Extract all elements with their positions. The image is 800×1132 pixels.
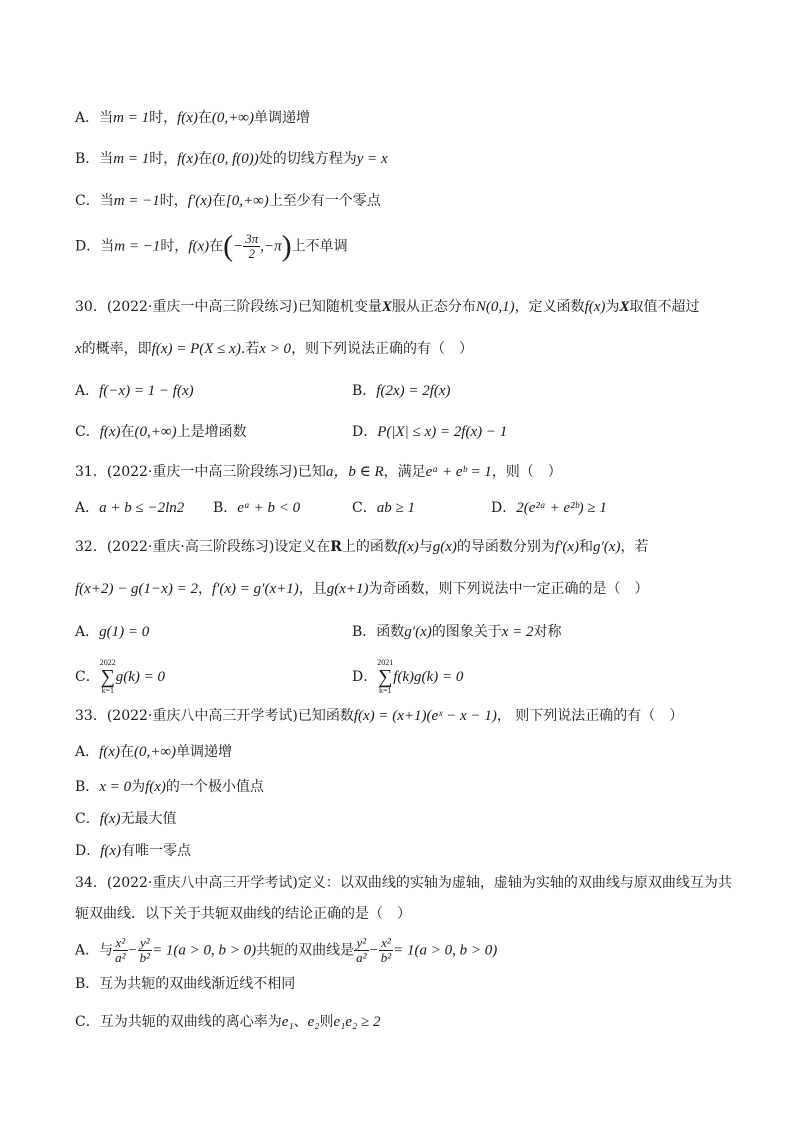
- q33-option-a: A．f(x)在(0,+∞)单调递增: [75, 744, 233, 760]
- q30-option-d: D．P(|X| ≤ x) = 2f(x) − 1: [352, 424, 508, 440]
- q34-stem-line2: 轭双曲线．以下关于共轭双曲线的结论正确的是（ ）: [75, 906, 411, 922]
- q31-option-a: A．a + b ≤ −2ln2: [75, 500, 185, 516]
- q32-option-d: D． 2021 ∑ k=1 f(k)g(k) = 0: [352, 658, 464, 695]
- q33-option-d: D．f(x)有唯一零点: [75, 843, 192, 859]
- fraction-3pi-over-2: $\frac{3\pi}{2}$: [245, 231, 259, 261]
- summation-sign: 2022 ∑ k=1: [99, 658, 116, 695]
- q30-option-a: A．f(−x) = 1 − f(x): [75, 383, 194, 399]
- q31-option-c: C．ab ≥ 1: [352, 500, 415, 516]
- q30-option-c: C．f(x)在(0,+∞)上是增函数: [75, 424, 247, 440]
- q29-option-b: B．当m = 1时，f(x)在(0, f(0))处的切线方程为y = x: [75, 151, 388, 167]
- q32-stem-line2: f(x+2) − g(1−x) = 2，f′(x) = g′(x+1)，且g(x+1)为奇函数，则下列说法中一定正确的是（ ）: [75, 581, 649, 597]
- q33-stem: 33．(2022·重庆八中高三开学考试)已知函数f(x) = (x+1)(eˣ − x − 1)， 则下列说法正确的有（ ）: [75, 708, 684, 724]
- q29-option-d: D．当m = −1时，f(x)在(− $\frac{3\pi}{2}$ ,−π)上不单调: [75, 229, 348, 263]
- q31-option-b: B．eᵃ + b < 0: [213, 500, 301, 516]
- q30-stem-line1: 30．(2022·重庆一中高三阶段练习)已知随机变量X服从正态分布N(0,1)，定义函数f(x)为X取值不超过: [75, 299, 700, 315]
- q30-stem-line2: x的概率，即f(x) = P(X ≤ x).若x > 0，则下列说法正确的有（ ）: [75, 341, 474, 357]
- q32-stem-line1: 32．(2022·重庆·高三阶段练习)设定义在R上的函数f(x)与g(x)的导函数分别为f′(x)和g′(x)，若: [75, 539, 649, 555]
- q34-option-c: C．互为共轭的双曲线的离心率为e₁、e₂则e₁e₂ ≥ 2: [75, 1014, 381, 1030]
- q29-option-a: A．当m = 1时，f(x)在(0,+∞)单调递增: [75, 110, 310, 126]
- q32-option-c: C． 2022 ∑ k=1 g(k) = 0: [75, 658, 165, 695]
- q34-option-b: B．互为共轭的双曲线渐近线不相同: [75, 976, 296, 992]
- q34-stem-line1: 34．(2022·重庆八中高三开学考试)定义：以双曲线的实轴为虚轴，虚轴为实轴的双曲线与原双曲线互为共: [75, 875, 732, 891]
- q31-stem: 31．(2022·重庆一中高三阶段练习)已知a，b ∈ R，满足eᵃ + eᵇ = 1，则（ ）: [75, 464, 562, 480]
- q32-option-a: A．g(1) = 0: [75, 624, 150, 640]
- q30-option-b: B．f(2x) = 2f(x): [352, 383, 451, 399]
- q31-option-d: D．2(e²ᵃ + e²ᵇ) ≥ 1: [491, 500, 607, 516]
- q34-option-a: A．与 $\frac{\text{x²}}{\text{a²}}$ − $\frac{\text{y²}}{\text{b²}}$ = 1(a > 0, b > 0)共轭的双曲线是 $\frac{\text{y²}}{\text{a²}}$ − $\frac{\text{x²}}{\text{b²}}$ = 1(a > 0, b > 0): [75, 935, 498, 965]
- summation-sign: 2021 ∑ k=1: [377, 658, 394, 695]
- q33-option-c: C．f(x)无最大值: [75, 811, 177, 827]
- q32-option-b: B．函数g′(x)的图象关于x = 2对称: [352, 624, 562, 640]
- q33-option-b: B．x = 0为f(x)的一个极小值点: [75, 779, 264, 795]
- q29-option-c: C．当m = −1时，f′(x)在[0,+∞)上至少有一个零点: [75, 193, 381, 209]
